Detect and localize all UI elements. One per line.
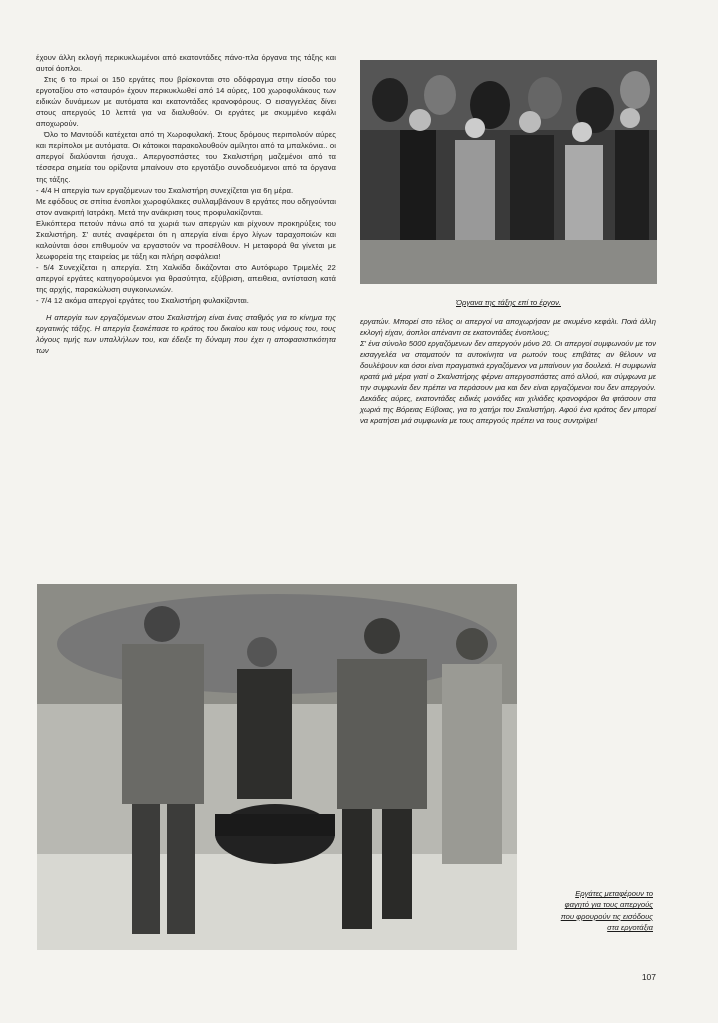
- bottom-photo: [37, 584, 517, 950]
- caption-line-4: στα εργοτάξια: [607, 923, 653, 933]
- crowd-photo-illustration: [360, 60, 657, 284]
- top-photo: [360, 60, 657, 284]
- workers-carrying-pot-illustration: [37, 584, 517, 950]
- caption-line-3: που φρουρούν τις εισόδους: [560, 911, 653, 921]
- page-number: 107: [641, 972, 656, 982]
- right-paragraph-1: εργατών. Μπορεί στο τέλος οι απεργοί να αποχωρήσαν με σκυμένο κεφάλι. Ποιά άλλη εκλογή είχαν, άοπλοι απέναντι σε εκατοντάδες ένοπλους;: [360, 317, 656, 338]
- caption-line-1: Εργάτες μεταφέρουν το: [575, 889, 653, 898]
- caption-line-2: φαγητό για τους απεργούς: [564, 900, 653, 910]
- top-photo-caption: Όργανα της τάξης επί το έργον.: [456, 298, 561, 307]
- left-text-column: [36, 52, 336, 356]
- paragraph-2: Στις 6 το πρωί οι 150 εργάτες που βρίσκονται στο οδόφραγμα στην είσοδο του εργοταξίου στο «σταυρό» έχουν περικυκλωθεί από 14 αύρες, 100 χωροφυλάκους των ειδικών δυνάμεων με αυτόματα και εκατοντάδες κρανοφόρους. Ο εισαγγελέας δίνει στους απεργούς 10 λεπτά για να διαλυθούν. Οι εργάτες με σκυμμένο κεφάλι αποχωρούν.: [36, 75, 336, 129]
- paragraph-9: Η απεργία των εργαζόμενων στου Σκαλιστήρη είναι ένας σταθμός για το κίνημα της εργατικής τάξης. Η απεργία ξεσκέπασε το κράτος του δικαίου και τους νόμους του, τους λόγους τιμής των υπαλλήλων του, και έδειξε τη δύναμη που έχει η αποφασιστικότητα των: [36, 313, 336, 356]
- paragraph-4: - 4/4 Η απεργία των εργαζόμενων του Σκαλιστήρη συνεχίζεται για 6η μέρα.: [36, 185, 294, 195]
- paragraph-5: Με εφόδους σε σπίτια ένοπλοι χωροφύλακες συλλαμβάνουν 8 εργάτες που οδηγούνται στον ανακριτή Ιατράκη. Μετά την ανάκριση τους προφυλακίζονται.: [36, 196, 336, 217]
- paragraph-1: έχουν άλλη εκλογή περικυκλωμένοι από εκατοντάδες πάνο-πλα όργανα της τάξης και αυτοί άοπλοι.: [36, 53, 336, 74]
- right-text-column: [360, 316, 656, 426]
- paragraph-3: Όλο το Μαντούδι κατέχεται από τη Χωροφυλακή. Στους δρόμους περιπολούν αύρες και περίπολοι με αυτόματα. Οι κάτοικοι παρακολουθούν αμίλητοι από τα μπαλκόνια.. οι απεργοί διαλύονται ήσυχα.. Απεργοσπάστες του Σκαλιστήρη μαζεμένοι από τα τέσσερα σημεία του ορίζοντα μπαίνουν στο εργοτάξιο συνοδευόμενοι από τα όργανα της τάξης.: [36, 130, 336, 184]
- right-paragraph-2: Σ' ένα σύνολο 5000 εργαζόμενων δεν απεργούν μόνο 20. Οι απεργοί συμφωνούν με τον εισαγγελέα να σταματούν τα αυτοκίνητα να ρωτούν τους επιβάτες αν θέλουν να δουλέψουν και όσοι είναι πραγματικά εργαζόμενοι να μπαίνουν για δουλειά. Η συμφωνία κρατά μιά μέρα γιατί ο Σκαλιστήρης φέρνει απεργοσπάστες από αλλού, και σύμφωνα με την συμφωνία δεν πρέπει να περάσουν μια και δεν είναι εργαζόμενοι του δεν απεργούν. Δεκάδες αύρες, εκατοντάδες ειδικές μονάδες και χιλιάδες κρανοφόροι θα φτάσουν στα χωριά της Βόρειας Εύβοιας, για το χατήρι του Σκαλιστήρη. Αφού ένα κράτος δεν μπορεί να κρατήσει μιά συμφωνία με τους απεργούς πρέπει να τους συντρίψει!: [360, 339, 656, 426]
- paragraph-6: Ελικόπτερα πετούν πάνω από τα χωριά των απεργών και ρίχνουν προκηρύξεις του Σκαλιστήρη. Σ' αυτές αναφέρεται ότι η απεργία είναι έργο λίγων ταραχοποιών και καλούνται όσοι επιθυμούν να εργαστούν να προσέλθουν. Η μεταφορά θα γίνεται με λεωφορεία της εταιρείας με τάξη και πλήρη ασφάλεια!: [36, 218, 336, 261]
- bottom-photo-caption: [525, 888, 653, 934]
- paragraph-8: - 7/4 12 ακόμα απεργοί εργάτες του Σκαλιστήρη φυλακίζονται.: [36, 296, 249, 306]
- paragraph-7: - 5/4 Συνεχίζεται η απεργία. Στη Χαλκίδα δικάζονται στο Αυτόφωρο Τριμελές 22 απεργοί εργάτες κατηγορούμενοι για θρασύτητα, εξύβριση, απειθεια, αντίσταση κατά της αρχής, παρακώλυση συγκοινωνιών.: [36, 262, 336, 294]
